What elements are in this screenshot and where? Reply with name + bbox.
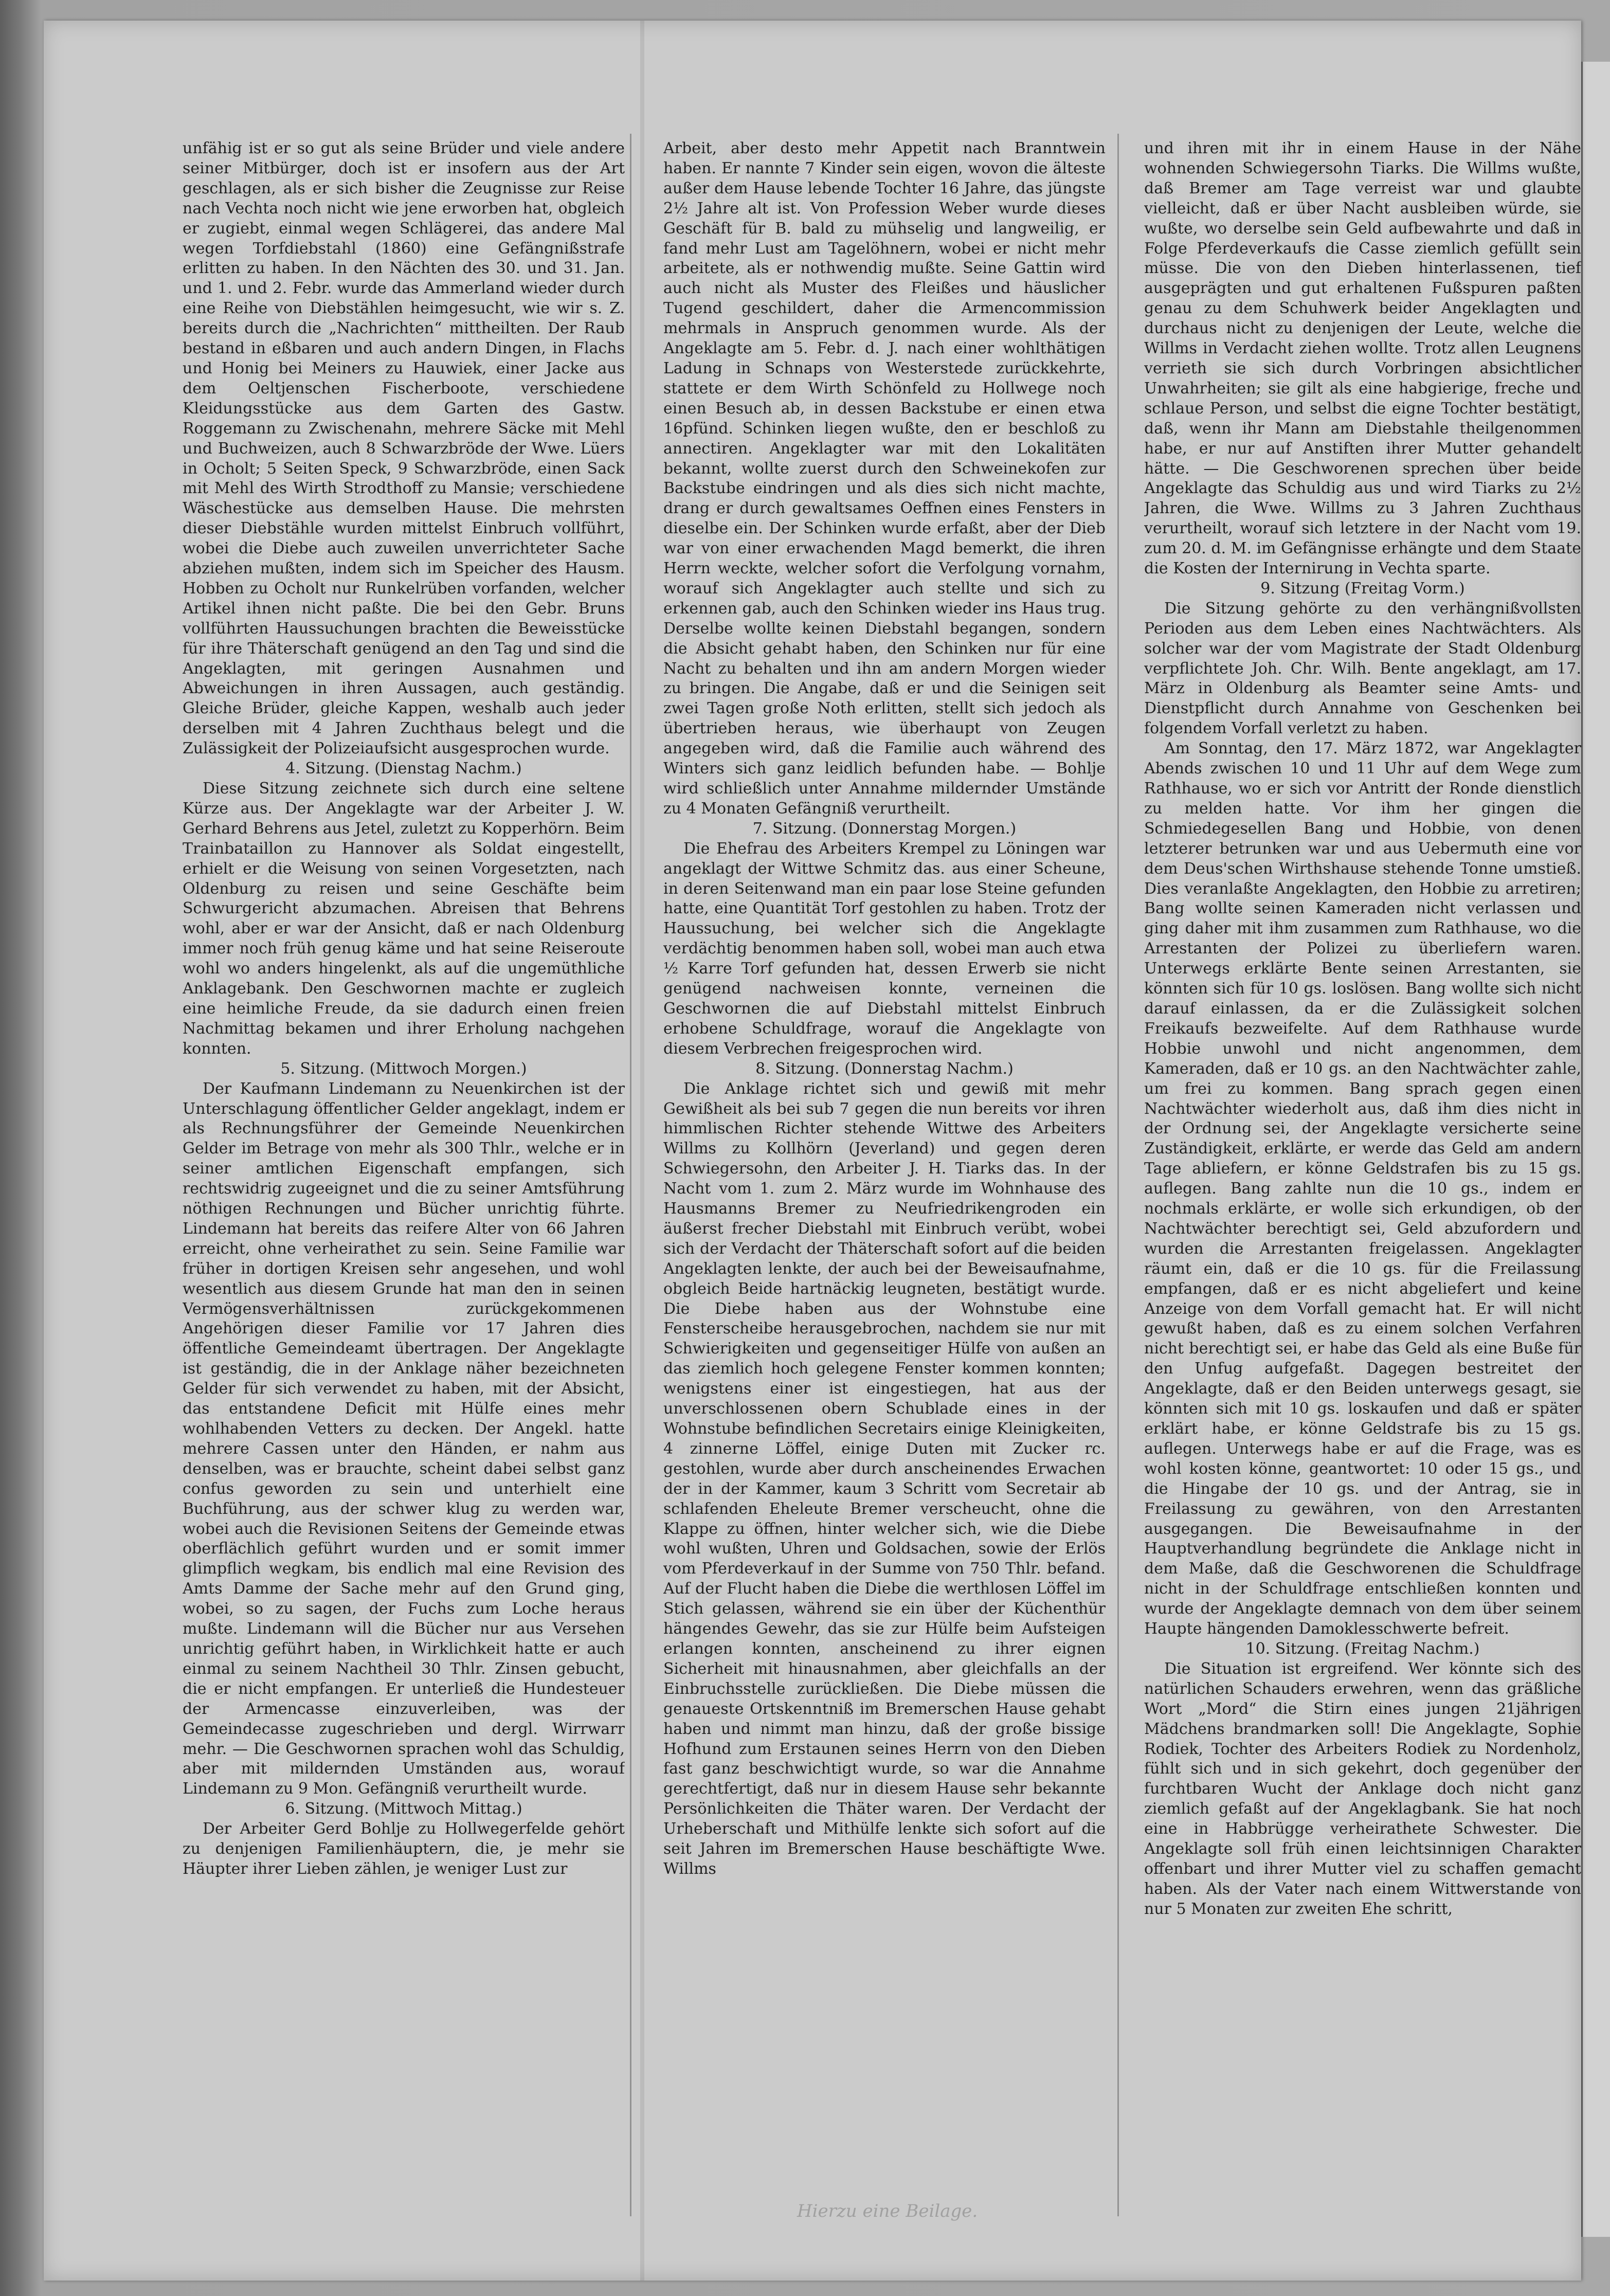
article-paragraph: Die Sitzung gehörte zu den verhängnißvollsten Perioden aus dem Leben eines Nachtwächters. Als solcher war der vom Magistrate der Stadt Oldenburg verpflichtete Joh. Chr. Wilh. Bente angeklagt, am 17. März in Oldenburg als Beamter seine Amts- und Dienstpflicht durch Annahme von Geschenken bei folgendem Vorfall verletzt zu haben. bbox=[1144, 599, 1581, 738]
column-rule bbox=[1117, 134, 1119, 2216]
column-rule bbox=[630, 134, 631, 2216]
article-paragraph: Die Anklage richtet sich und gewiß mit mehr Gewißheit als bei sub 7 gegen die nun bereits vor ihren himmlischen Richter stehende Wittwe des Arbeiters Willms zu Kollhörn (Jeverland) und gegen deren Schwiegersohn, den Arbeiter J. H. Tiarks das. In der Nacht vom 1. zum 2. März wurde im Wohnhause des Hausmanns Bremer zu Neufriedrikengroden ein äußerst frecher Diebstahl mit Einbruch verübt, wobei sich der Verdacht der Thäterschaft sofort auf die beiden Angeklagten lenkte, der auch bei der Beweisaufnahme, obgleich Beide hartnäckig leugneten, bestätigt wurde. Die Diebe haben aus der Wohnstube eine Fensterscheibe herausgebrochen, nachdem sie nur mit Schwierigkeiten und gegenseitiger Hülfe von außen an das ziemlich hoch gelegene Fenster kommen konnten; wenigstens einer ist eingestiegen, hat aus der unverschlossenen obern Schublade eines in der Wohnstube befindlichen Secretairs einige Kleinigkeiten, 4 zinnerne Löffel, einige Duten mit Zucker rc. gestohlen, wurde aber durch anscheinendes Erwachen der in der Kammer, kaum 3 Schritt vom Secretair ab schlafenden Eheleute Bremer verscheucht, ohne die Klappe zu öffnen, hinter welcher sich, wie die Diebe wohl wußten, Uhren und Goldsachen, sowie der Erlös vom Pferdeverkauf in der Summe von 750 Thlr. befand. Auf der Flucht haben die Diebe die werthlosen Löffel im Stich gelassen, während sie ein über der Küchenthür hängendes Gewehr, das sie zur Hülfe beim Aufsteigen erlangen konnten, anscheinend zu ihrer eignen Sicherheit mit hinausnahmen, aber gleichfalls an der Einbruchsstelle zurückließen. Die Diebe müssen die genaueste Ortskenntniß im Bremerschen Hause gehabt haben und nimmt man hinzu, daß der große bissige Hofhund zum Erstaunen seines Herrn von den Dieben fast ganz beschwichtigt wurde, so war die Annahme gerechtfertigt, daß nur in diesem Hause sehr bekannte Persönlichkeiten die Thäter waren. Der Verdacht der Urheberschaft und Mithülfe lenkte sich sofort auf die seit Jahren im Bremerschen Hause beschäftigte Wwe. Willms bbox=[663, 1079, 1106, 1878]
article-paragraph: unfähig ist er so gut als seine Brüder und viele andere seiner Mitbürger, doch ist er insofern aus der Art geschlagen, als er sich bisher die Zeugnisse zur Reise nach Vechta noch nicht wie jene erworben hat, obgleich er zugiebt, einmal wegen Schlägerei, das andere Mal wegen Torfdiebstahl (1860) eine Gefängnißstrafe erlitten zu haben. In den Nächten des 30. und 31. Jan. und 1. und 2. Febr. wurde das Ammerland wieder durch eine Reihe von Diebstählen heimgesucht, wie wir s. Z. bereits durch die „Nachrichten“ mittheilten. Der Raub bestand in eßbaren und auch andern Dingen, in Flachs und Honig bei Meiners zu Hauwiek, einer Jacke aus dem Oeltjenschen Fischerboote, verschiedene Kleidungsstücke aus dem Garten des Gastw. Roggemann zu Zwischenahn, mehrere Säcke mit Mehl und Buchweizen, auch 8 Schwarzbröde der Wwe. Lüers in Ocholt; 5 Seiten Speck, 9 Schwarzbröde, einen Sack mit Mehl des Wirth Strodthoff zu Mansie; verschiedene Wäschestücke aus demselben Hause. Die mehrsten dieser Diebstähle wurden mittelst Einbruch vollführt, wobei die Diebe auch zuweilen unverrichteter Sache abziehen mußten, indem sich im Speicher des Hausm. Hobben zu Ocholt nur Runkelrüben vorfanden, welcher Artikel ihnen nicht paßte. Die bei den Gebr. Bruns vollführten Haussuchungen brachten die Beweisstücke für ihre Thäterschaft genügend an den Tag und sind die Angeklagten, mit geringen Ausnahmen und Abweichungen in ihren Aussagen, auch geständig. Gleiche Brüder, gleiche Kappen, weshalb auch jeder derselben mit 4 Jahren Zuchthaus belegt und die Zulässigkeit der Polizeiaufsicht ausgesprochen wurde. bbox=[183, 139, 625, 758]
article-paragraph: Die Situation ist ergreifend. Wer könnte sich des natürlichen Schauders erwehren, wenn das gräßliche Wort „Mord“ die Stirn eines jungen 21jährigen Mädchens brandmarken soll! Die Angeklagte, Sophie Rodiek, Tochter des Arbeiters Rodiek zu Nordenholz, fühlt sich und in sich gekehrt, doch gegenüber der furchtbaren Wucht der Anklage doch nicht ganz ziemlich gefaßt auf der Angeklagbank. Sie hat noch eine in Habbrügge verheirathete Schwester. Die Angeklagte soll früh einen leichtsinnigen Charakter offenbart und ihrer Mutter viel zu schaffen gemacht haben. Als der Vater nach einem Wittwerstande von nur 5 Monaten zur zweiten Ehe schritt, bbox=[1144, 1659, 1581, 1918]
article-paragraph: Der Kaufmann Lindemann zu Neuenkirchen ist der Unterschlagung öffentlicher Gelder angeklagt, indem er als Rechnungsführer der Gemeinde Neuenkirchen Gelder im Betrage von mehr als 300 Thlr., welche er in seiner amtlichen Eigenschaft empfangen, sich rechtswidrig zugeeignet und die zu seiner Amtsführung nöthigen Rechnungen und Bücher unrichtig führte. Lindemann hat bereits das reifere Alter von 66 Jahren erreicht, ohne verheirathet zu sein. Seine Familie war früher in dortigen Kreisen sehr angesehen, und wohl wesentlich aus diesem Grunde hat man den in seinen Vermögensverhältnissen zurückgekommenen Angehörigen dieser Familie vor 17 Jahren dies öffentliche Gemeindeamt übertragen. Der Angeklagte ist geständig, die in der Anklage näher bezeichneten Gelder für sich verwendet zu haben, mit der Absicht, das entstandene Deficit mit Hülfe eines mehr wohlhabenden Vetters zu decken. Der Angekl. hatte mehrere Cassen unter den Händen, er nahm aus denselben, was er brauchte, scheint dabei selbst ganz confus geworden zu sein und unterhielt eine Buchführung, aus der schwer klug zu werden war, wobei auch die Revisionen Seitens der Gemeinde etwas oberflächlich geführt wurden und er somit immer glimpflich wegkam, bis endlich mal eine Revision des Amts Damme der Sache mehr auf den Grund ging, wobei, so zu sagen, der Fuchs zum Loche heraus mußte. Lindemann will die Bücher nur aus Versehen unrichtig geführt haben, in Wirklichkeit hatte er auch einmal zu seinem Nachtheil 30 Thlr. Zinsen gebucht, die er nicht empfangen. Er unterließ die Hundesteuer der Armencasse einzuverleiben, was der Gemeindecasse zugeschrieben und dergl. Wirrwarr mehr. — Die Geschwornen sprachen wohl das Schuldig, aber mit mildernden Umständen aus, worauf Lindemann zu 9 Mon. Gefängniß verurtheilt wurde. bbox=[183, 1079, 625, 1798]
text-column-1 bbox=[183, 139, 625, 2221]
session-heading: 5. Sitzung. (Mittwoch Morgen.) bbox=[280, 1059, 527, 1078]
adjacent-page-edge bbox=[1581, 62, 1610, 2237]
bleed-through-text: Hierzu eine Beilage. bbox=[797, 2201, 978, 2221]
article-paragraph: Am Sonntag, den 17. März 1872, war Angeklagter Abends zwischen 10 und 11 Uhr auf dem Wege zum Rathhause, wo er sich vor Antritt der Ronde dienstlich zu melden hatte. Vor ihm her gingen die Schmiedegesellen Bang und Hobbie, von denen letzterer betrunken war und aus Uebermuth eine vor dem Deus'schen Wirthshause stehende Tonne umstieß. Dies veranlaßte Angeklagten, den Hobbie zu arretiren; Bang wollte seinen Kameraden nicht verlassen und ging daher mit ihm zusammen zum Rathhause, wo die Arrestanten der Polizei zu überliefern waren. Unterwegs erklärte Bente seinen Arrestanten, sie könnten sich für 10 gs. loslösen. Bang wollte sich nicht darauf einlassen, da er die Zulässigkeit solchen Freikaufs bezweifelte. Auf dem Rathhause wurde Hobbie unwohl und nicht angenommen, dem Kameraden, daß er 10 gs. an den Nachtwächter zahle, um frei zu kommen. Bang sprach gegen einen Nachtwächter wiederholt aus, daß ihm dies nicht in der Ordnung sei, der Angeklagte versicherte seine Zuständigkeit, erklärte, er werde das Geld am andern Tage abliefern, er könne Geldstrafen bis zu 15 gs. auflegen. Bang zahlte nun die 10 gs., indem er nochmals erklärte, er wolle sich erkundigen, ob der Nachtwächter berechtigt sei, Geld abzufordern und wurden die Arrestanten freigelassen. Angeklagter räumt ein, daß er die 10 gs. für die Freilassung empfangen, daß er es nicht abgeliefert und keine Anzeige von dem Vorfall gemacht hat. Er will nicht gewußt haben, daß es zu einem solchen Verfahren nicht berechtigt sei, er habe das Geld als eine Buße für den Unfug aufgefaßt. Dagegen bestreitet der Angeklagte, daß er den Beiden unterwegs gesagt, sie könnten sich mit 10 gs. loskaufen und daß er später erklärt habe, er könne Geldstrafe bis zu 15 gs. auflegen. Unterwegs habe er auf die Frage, was es wohl kosten könne, geantwortet: 10 oder 15 gs., und die Hingabe der 10 gs. und der Antrag, sie in Freilassung zu gewähren, von den Arrestanten ausgegangen. Die Beweisaufnahme in der Hauptverhandlung begründete die Anklage nicht in dem Maße, daß die Geschworenen die Schuldfrage nicht in der Schuldfrage entschließen konnten und wurde der Angeklagte demnach von dem über seinem Haupte hängenden Damoklesschwerte befreit. bbox=[1144, 739, 1581, 1638]
session-heading: 10. Sitzung. (Freitag Nachm.) bbox=[1245, 1639, 1480, 1658]
text-column-2 bbox=[663, 139, 1106, 2221]
article-paragraph: und ihren mit ihr in einem Hause in der Nähe wohnenden Schwiegersohn Tiarks. Die Willms wußte, daß Bremer am Tage verreist war und glaubte vielleicht, daß er über Nacht ausbleiben würde, sie wußte, wo derselbe sein Geld aufbewahrte und daß in Folge Pferdeverkaufs die Casse ziemlich gefüllt sein müsse. Die von den Dieben hinterlassenen, tief ausgeprägten und gut erhaltenen Fußspuren paßten genau zu dem Schuhwerk beider Angeklagten und durchaus nicht zu denjenigen der Leute, welche die Willms in Verdacht ziehen wollte. Trotz allen Leugnens verrieth sie sich durch Vorbringen absichtlicher Unwahrheiten; sie gilt als eine habgierige, freche und schlaue Person, und selbst die eigne Tochter bestätigt, daß, wenn ihr Mann am Diebstahle theilgenommen habe, er nur auf Anstiften ihrer Mutter gehandelt hätte. — Die Geschworenen sprechen über beide Angeklagte das Schuldig aus und wird Tiarks zu 2½ Jahren, die Wwe. Willms zu 3 Jahren Zuchthaus verurtheilt, worauf sich letztere in der Nacht vom 19. zum 20. d. M. im Gefängnisse erhängte und dem Staate die Kosten der Internirung in Vechta sparte. bbox=[1144, 139, 1581, 578]
session-heading: 6. Sitzung. (Mittwoch Mittag.) bbox=[285, 1800, 522, 1818]
article-paragraph: Arbeit, aber desto mehr Appetit nach Branntwein haben. Er nannte 7 Kinder sein eigen, wovon die älteste außer dem Hause lebende Tochter 16 Jahre, das jüngste 2½ Jahre alt ist. Von Profession Weber wurde dieses Geschäft für B. bald zu mühselig und langweilig, er fand mehr Lust am Tagelöhnern, wobei er nicht mehr arbeitete, als er nothwendig mußte. Seine Gattin wird auch nicht als Muster des Fleißes und häuslicher Tugend geschildert, daher die Armencommission mehrmals in Anspruch genommen wurde. Als der Angeklagte am 5. Febr. d. J. nach einer wohlthätigen Ladung in Schnaps von Westerstede zurückkehrte, stattete er dem Wirth Schönfeld zu Hollwege noch einen Besuch ab, in dessen Backstube er einen etwa 16pfünd. Schinken liegen wußte, den er beschloß zu annectiren. Angeklagter war mit den Lokalitäten bekannt, wollte zuerst durch den Schweinekofen zur Backstube eindringen und als dies sich nicht machte, drang er durch gewaltsames Oeffnen eines Fensters in dieselbe ein. Der Schinken wurde erfaßt, aber der Dieb war von einer erwachenden Magd bemerkt, die ihren Herrn weckte, welcher sofort die Verfolgung vornahm, worauf sich Angeklagter auch stellte und sich zu erkennen gab, auch den Schinken wieder ins Haus trug. Derselbe wollte keinen Diebstahl begangen, sondern die Absicht gehabt haben, den Schinken nur für eine Nacht zu behalten und ihn am andern Morgen wieder zu bringen. Die Angabe, daß er und die Seinigen seit zwei Tagen große Noth erlitten, stellt sich jedoch als übertrieben heraus, wie überhaupt von Zeugen angegeben wird, daß die Familie auch während des Winters sich ganz leidlich befunden habe. — Bohlje wird schließlich unter Annahme mildernder Umstände zu 4 Monaten Gefängniß verurtheilt. bbox=[663, 139, 1106, 818]
article-paragraph: Die Ehefrau des Arbeiters Krempel zu Löningen war angeklagt der Wittwe Schmitz das. aus einer Scheune, in deren Seitenwand man ein paar lose Steine gefunden hatte, eine Quantität Torf gestohlen zu haben. Trotz der Haussuchung, bei welcher sich die Angeklagte verdächtig benommen haben soll, wobei man auch etwa ½ Karre Torf gefunden hat, dessen Erwerb sie nicht genügend nachweisen konnte, verneinen die Geschwornen die auf Diebstahl mittelst Einbruch erhobene Schuldfrage, worauf die Angeklagte von diesem Verbrechen freigesprochen wird. bbox=[663, 839, 1106, 1058]
session-heading: 8. Sitzung. (Donnerstag Nachm.) bbox=[755, 1059, 1014, 1078]
text-column-3 bbox=[1144, 139, 1581, 2221]
session-heading: 4. Sitzung. (Dienstag Nachm.) bbox=[285, 760, 522, 778]
session-heading: 7. Sitzung. (Donnerstag Morgen.) bbox=[752, 819, 1017, 838]
article-paragraph: Der Arbeiter Gerd Bohlje zu Hollwegerfelde gehört zu denjenigen Familienhäuptern, die, je mehr sie Häupter ihrer Lieben zählen, je weniger Lust zur bbox=[183, 1820, 625, 1878]
article-paragraph: Diese Sitzung zeichnete sich durch eine seltene Kürze aus. Der Angeklagte war der Arbeiter J. W. Gerhard Behrens aus Jetel, zuletzt zu Kopperhörn. Beim Trainbataillon zu Hannover als Soldat eingestellt, erhielt er die Weisung von seinen Vorgesetzten, nach Oldenburg zu reisen und seine Geschäfte beim Schwurgericht abzumachen. Abreisen that Behrens wohl, aber er war der Ansicht, daß er nach Oldenburg immer noch früh genug käme und hat seine Reiseroute wohl wo anders hingelenkt, als auf die ungemüthliche Anklagebank. Den Geschwornen machte er zugleich eine heimliche Freude, da sie dadurch einen freien Nachmittag bekamen und ihrer Erholung nachgehen konnten. bbox=[183, 780, 625, 1058]
column-fold-shadow bbox=[640, 21, 644, 2281]
session-heading: 9. Sitzung (Freitag Vorm.) bbox=[1260, 579, 1465, 598]
